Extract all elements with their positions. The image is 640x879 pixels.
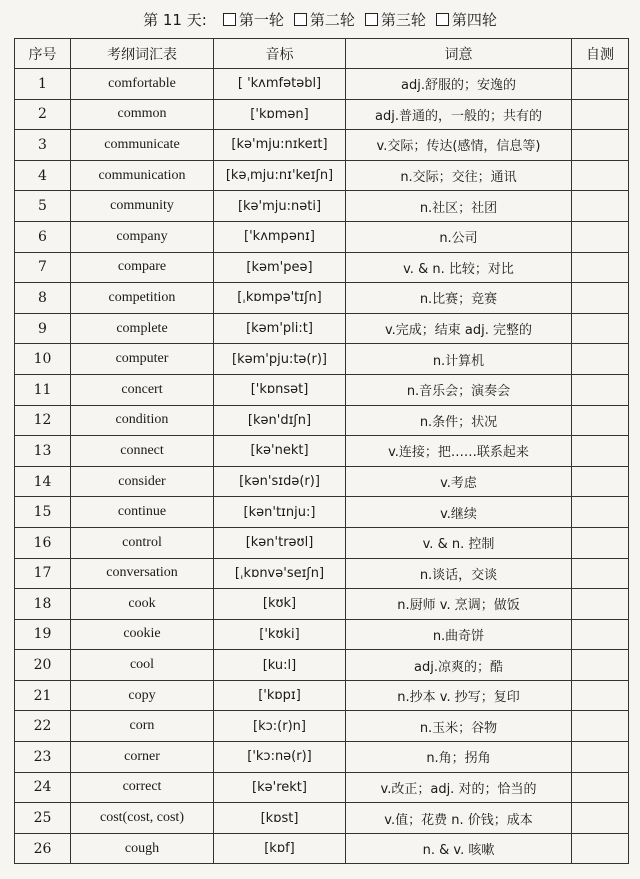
row-index: 25 — [15, 803, 71, 834]
row-index: 13 — [15, 436, 71, 467]
table-row — [15, 191, 629, 222]
row-self-test-cell[interactable] — [572, 742, 629, 773]
table-row — [15, 619, 629, 650]
row-index: 21 — [15, 680, 71, 711]
vocabulary-table — [14, 38, 629, 864]
row-word: common — [71, 99, 214, 130]
row-word: compare — [71, 252, 214, 283]
col-header-self-test: 自测 — [572, 39, 629, 69]
round-1-label: 第一轮 — [238, 10, 284, 29]
row-index: 23 — [15, 742, 71, 773]
col-header-word: 考纲词汇表 — [71, 39, 214, 69]
row-meaning: v.改正；adj. 对的；恰当的 — [346, 772, 572, 803]
row-phonetic: ['kʌmpənɪ] — [214, 221, 346, 252]
table-row — [15, 680, 629, 711]
checkbox-icon[interactable] — [436, 13, 449, 26]
table-row — [15, 405, 629, 436]
row-meaning: n.交际；交往；通讯 — [346, 160, 572, 191]
table-row — [15, 313, 629, 344]
table-row — [15, 374, 629, 405]
round-1-checkbox[interactable] — [223, 9, 284, 30]
row-meaning: adj.普通的，一般的；共有的 — [346, 99, 572, 130]
row-phonetic: [kə'mju:nəti] — [214, 191, 346, 222]
table-row — [15, 69, 629, 100]
row-word: cough — [71, 833, 214, 864]
row-index: 7 — [15, 252, 71, 283]
round-2-label: 第二轮 — [309, 10, 355, 29]
round-3-label: 第三轮 — [380, 10, 426, 29]
row-self-test-cell[interactable] — [572, 160, 629, 191]
row-self-test-cell[interactable] — [572, 803, 629, 834]
row-index: 5 — [15, 191, 71, 222]
row-self-test-cell[interactable] — [572, 558, 629, 589]
row-phonetic: [kən'sɪdə(r)] — [214, 466, 346, 497]
row-meaning: v.值；花费 n. 价钱；成本 — [346, 803, 572, 834]
row-self-test-cell[interactable] — [572, 619, 629, 650]
checkbox-icon[interactable] — [294, 13, 307, 26]
table-row — [15, 742, 629, 773]
row-self-test-cell[interactable] — [572, 466, 629, 497]
row-word: copy — [71, 680, 214, 711]
table-row — [15, 283, 629, 314]
row-phonetic: ['kɔ:nə(r)] — [214, 742, 346, 773]
table-row — [15, 650, 629, 681]
row-self-test-cell[interactable] — [572, 252, 629, 283]
row-self-test-cell[interactable] — [572, 374, 629, 405]
row-word: cost(cost, cost) — [71, 803, 214, 834]
table-row — [15, 130, 629, 161]
row-word: company — [71, 221, 214, 252]
row-phonetic: [kən'dɪʃn] — [214, 405, 346, 436]
row-phonetic: [ 'kʌmfətəbl] — [214, 69, 346, 100]
row-index: 19 — [15, 619, 71, 650]
table-row — [15, 589, 629, 620]
table-row — [15, 160, 629, 191]
row-index: 6 — [15, 221, 71, 252]
row-self-test-cell[interactable] — [572, 130, 629, 161]
row-meaning: v.考虑 — [346, 466, 572, 497]
row-phonetic: [ku:l] — [214, 650, 346, 681]
row-meaning: v.继续 — [346, 497, 572, 528]
row-index: 4 — [15, 160, 71, 191]
row-meaning: n. & v. 咳嗽 — [346, 833, 572, 864]
row-self-test-cell[interactable] — [572, 650, 629, 681]
row-word: complete — [71, 313, 214, 344]
row-meaning: n.公司 — [346, 221, 572, 252]
row-self-test-cell[interactable] — [572, 221, 629, 252]
row-word: consider — [71, 466, 214, 497]
row-phonetic: ['kʊki] — [214, 619, 346, 650]
table-row — [15, 466, 629, 497]
row-word: cool — [71, 650, 214, 681]
row-phonetic: [kən'tɪnju:] — [214, 497, 346, 528]
table-row — [15, 221, 629, 252]
row-index: 18 — [15, 589, 71, 620]
row-self-test-cell[interactable] — [572, 772, 629, 803]
row-meaning: v.完成；结束 adj. 完整的 — [346, 313, 572, 344]
row-phonetic: [ˌkɒnvə'seɪʃn] — [214, 558, 346, 589]
day-header — [0, 0, 640, 38]
row-word: communication — [71, 160, 214, 191]
col-header-index: 序号 — [15, 39, 71, 69]
row-meaning: n.玉米；谷物 — [346, 711, 572, 742]
table-row — [15, 436, 629, 467]
table-row — [15, 99, 629, 130]
row-phonetic: [kɒst] — [214, 803, 346, 834]
row-index: 26 — [15, 833, 71, 864]
row-phonetic: ['kɒmən] — [214, 99, 346, 130]
checkbox-icon[interactable] — [223, 13, 236, 26]
row-index: 14 — [15, 466, 71, 497]
row-meaning: adj.凉爽的；酷 — [346, 650, 572, 681]
round-2-checkbox[interactable] — [294, 9, 355, 30]
row-word: correct — [71, 772, 214, 803]
row-phonetic: ['kɒnsət] — [214, 374, 346, 405]
row-index: 8 — [15, 283, 71, 314]
row-index: 9 — [15, 313, 71, 344]
row-meaning: n.社区；社团 — [346, 191, 572, 222]
row-meaning: n.音乐会；演奏会 — [346, 374, 572, 405]
row-self-test-cell[interactable] — [572, 191, 629, 222]
row-index: 20 — [15, 650, 71, 681]
row-phonetic: [ˌkɒmpə'tɪʃn] — [214, 283, 346, 314]
row-meaning: n.计算机 — [346, 344, 572, 375]
row-self-test-cell[interactable] — [572, 405, 629, 436]
row-index: 22 — [15, 711, 71, 742]
row-self-test-cell[interactable] — [572, 711, 629, 742]
row-self-test-cell[interactable] — [572, 283, 629, 314]
row-meaning: v. & n. 控制 — [346, 527, 572, 558]
row-meaning: n.厨师 v. 烹调；做饭 — [346, 589, 572, 620]
table-row — [15, 497, 629, 528]
row-self-test-cell[interactable] — [572, 589, 629, 620]
row-meaning: n.比赛；竞赛 — [346, 283, 572, 314]
row-index: 16 — [15, 527, 71, 558]
checkbox-icon[interactable] — [365, 13, 378, 26]
row-index: 12 — [15, 405, 71, 436]
table-row — [15, 558, 629, 589]
row-self-test-cell[interactable] — [572, 497, 629, 528]
row-meaning: v.交际；传达(感情，信息等) — [346, 130, 572, 161]
row-word: community — [71, 191, 214, 222]
row-word: comfortable — [71, 69, 214, 100]
row-word: control — [71, 527, 214, 558]
row-self-test-cell[interactable] — [572, 436, 629, 467]
row-phonetic: [kɔ:(r)n] — [214, 711, 346, 742]
row-self-test-cell[interactable] — [572, 69, 629, 100]
round-4-checkbox[interactable] — [436, 9, 497, 30]
row-word: competition — [71, 283, 214, 314]
row-word: concert — [71, 374, 214, 405]
row-self-test-cell[interactable] — [572, 99, 629, 130]
row-word: condition — [71, 405, 214, 436]
table-row — [15, 252, 629, 283]
row-phonetic: [kə'nekt] — [214, 436, 346, 467]
row-index: 1 — [15, 69, 71, 100]
row-self-test-cell[interactable] — [572, 833, 629, 864]
row-word: continue — [71, 497, 214, 528]
row-index: 11 — [15, 374, 71, 405]
row-meaning: n.角；拐角 — [346, 742, 572, 773]
row-index: 17 — [15, 558, 71, 589]
row-self-test-cell[interactable] — [572, 680, 629, 711]
row-meaning: v. & n. 比较；对比 — [346, 252, 572, 283]
table-row — [15, 527, 629, 558]
row-index: 15 — [15, 497, 71, 528]
row-word: computer — [71, 344, 214, 375]
row-word: cook — [71, 589, 214, 620]
row-phonetic: ['kɒpɪ] — [214, 680, 346, 711]
row-meaning: v.连接；把……联系起来 — [346, 436, 572, 467]
row-word: communicate — [71, 130, 214, 161]
table-header-row — [15, 39, 629, 69]
row-meaning: n.谈话，交谈 — [346, 558, 572, 589]
table-row — [15, 711, 629, 742]
col-header-meaning: 词意 — [346, 39, 572, 69]
row-word: corner — [71, 742, 214, 773]
row-index: 3 — [15, 130, 71, 161]
row-meaning: n.抄本 v. 抄写；复印 — [346, 680, 572, 711]
round-3-checkbox[interactable] — [365, 9, 426, 30]
table-row — [15, 833, 629, 864]
row-phonetic: [kəm'pju:tə(r)] — [214, 344, 346, 375]
row-word: corn — [71, 711, 214, 742]
row-phonetic: [kə'rekt] — [214, 772, 346, 803]
row-index: 2 — [15, 99, 71, 130]
row-index: 24 — [15, 772, 71, 803]
row-meaning: n.条件；状况 — [346, 405, 572, 436]
row-phonetic: [kə'mju:nɪkeɪt] — [214, 130, 346, 161]
table-row — [15, 772, 629, 803]
row-phonetic: [kɒf] — [214, 833, 346, 864]
row-meaning: adj.舒服的；安逸的 — [346, 69, 572, 100]
row-self-test-cell[interactable] — [572, 313, 629, 344]
row-word: connect — [71, 436, 214, 467]
row-phonetic: [kəˌmju:nɪ'keɪʃn] — [214, 160, 346, 191]
table-row — [15, 803, 629, 834]
row-phonetic: [kəm'peə] — [214, 252, 346, 283]
row-phonetic: [kən'trəʊl] — [214, 527, 346, 558]
row-self-test-cell[interactable] — [572, 344, 629, 375]
row-meaning: n.曲奇饼 — [346, 619, 572, 650]
day-label: 第 11 天: — [143, 10, 207, 29]
row-self-test-cell[interactable] — [572, 527, 629, 558]
row-word: cookie — [71, 619, 214, 650]
col-header-phonetic: 音标 — [214, 39, 346, 69]
row-phonetic: [kʊk] — [214, 589, 346, 620]
table-row — [15, 344, 629, 375]
round-4-label: 第四轮 — [451, 10, 497, 29]
row-index: 10 — [15, 344, 71, 375]
row-phonetic: [kəm'pli:t] — [214, 313, 346, 344]
row-word: conversation — [71, 558, 214, 589]
